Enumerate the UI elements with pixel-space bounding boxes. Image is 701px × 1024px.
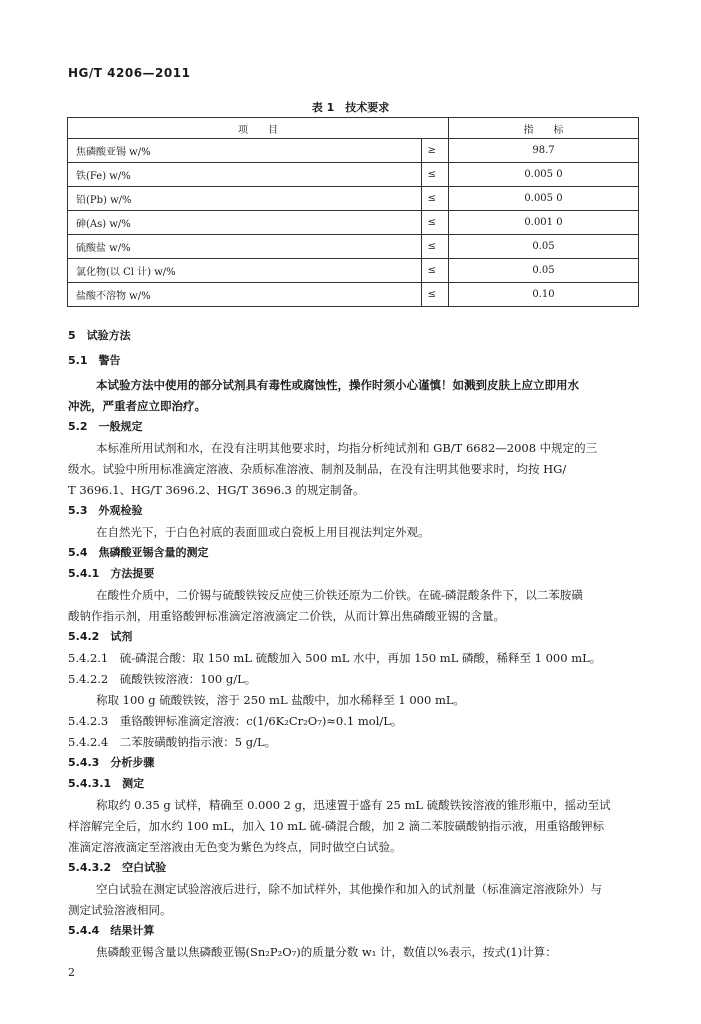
subsection-heading: 5.4.3.2 空白试验 xyxy=(68,861,167,874)
subsection-heading: 5.4.2 试剂 xyxy=(68,630,133,643)
table-row xyxy=(68,187,639,211)
table-row xyxy=(68,211,639,235)
table-cell-relation: ≤ xyxy=(422,163,449,187)
body-text: 样溶解完全后，加水约 100 mL，加入 10 mL 硫-磷混合酸，加 2 滴二苯胺磺酸钠指示液，用重铬酸钾标 xyxy=(68,819,604,833)
body-text: 准滴定溶液滴定至溶液由无色变为紫色为终点，同时做空白试验。 xyxy=(68,840,402,854)
subsection-heading: 5.4 焦磷酸亚锡含量的测定 xyxy=(68,546,209,559)
table-cell-value: 0.05 xyxy=(449,235,639,259)
body-text: T 3696.1、HG/T 3696.2、HG/T 3696.3 的规定制备。 xyxy=(68,483,365,497)
table-cell-relation: ≤ xyxy=(422,211,449,235)
subsection-heading: 5.4.1 方法提要 xyxy=(68,567,155,580)
table-header-row xyxy=(68,118,639,139)
table-cell-item: 硫酸盐 w/% xyxy=(68,235,422,259)
table-cell-relation: ≤ xyxy=(422,283,449,307)
warning-text: 本试验方法中使用的部分试剂具有毒性或腐蚀性，操作时须小心谨慎！如溅到皮肤上应立即用水 xyxy=(96,378,579,392)
subsection-heading: 5.3 外观检验 xyxy=(68,504,143,517)
body-text: 称取约 0.35 g 试样，精确至 0.000 2 g，迅速置于盛有 25 mL 硫酸铁铵溶液的锥形瓶中，摇动至试 xyxy=(96,798,611,812)
table-cell-value: 0.10 xyxy=(449,283,639,307)
table-row xyxy=(68,283,639,307)
body-text: 测定试验溶液相同。 xyxy=(68,903,172,917)
table-cell-value: 0.005 0 xyxy=(449,163,639,187)
body-text: 酸钠作指示剂，用重铬酸钾标准滴定溶液滴定二价铁，从而计算出焦磷酸亚锡的含量。 xyxy=(68,609,505,623)
table-row xyxy=(68,235,639,259)
table-cell-item: 盐酸不溶物 w/% xyxy=(68,283,422,307)
subsection-heading: 5.2 一般规定 xyxy=(68,420,143,433)
standard-code: HG/T 4206—2011 xyxy=(68,66,191,80)
table-cell-relation: ≤ xyxy=(422,235,449,259)
table-row xyxy=(68,163,639,187)
body-text: 在酸性介质中，二价锡与硫酸铁铵反应使三价铁还原为二价铁。在硫-磷混酸条件下，以二苯胺磺 xyxy=(96,588,583,602)
table-cell-relation: ≤ xyxy=(422,259,449,283)
table-cell-value: 0.05 xyxy=(449,259,639,283)
reagent-item: 5.4.2.4 二苯胺磺酸钠指示液：5 g/L。 xyxy=(68,735,277,749)
table-cell-item: 铅(Pb) w/% xyxy=(68,187,422,211)
table-row xyxy=(68,259,639,283)
body-text: 级水。试验中所用标准滴定溶液、杂质标准溶液、制剂及制品，在没有注明其他要求时，均按 HG/ xyxy=(68,462,567,476)
table-header-item: 项 目 xyxy=(68,118,449,139)
warning-text: 冲洗，严重者应立即治疗。 xyxy=(68,399,206,413)
table-cell-item: 铁(Fe) w/% xyxy=(68,163,422,187)
body-text: 在自然光下，于白色衬底的表面皿或白瓷板上用目视法判定外观。 xyxy=(96,525,430,539)
section-heading: 5 试验方法 xyxy=(68,329,131,342)
table-row xyxy=(68,139,639,163)
table-cell-item: 氯化物(以 Cl 计) w/% xyxy=(68,259,422,283)
table-header-spec: 指 标 xyxy=(449,118,639,139)
requirements-table xyxy=(67,117,639,307)
subsection-heading: 5.4.3.1 测定 xyxy=(68,777,145,790)
table-cell-relation: ≤ xyxy=(422,187,449,211)
body-text: 焦磷酸亚锡含量以焦磷酸亚锡(Sn₂P₂O₇)的质量分数 w₁ 计，数值以%表示，按式(1)计算： xyxy=(96,945,557,959)
body-text: 空白试验在测定试验溶液后进行，除不加试样外，其他操作和加入的试剂量（标准滴定溶液除外）与 xyxy=(96,882,602,896)
reagent-item: 5.4.2.3 重铬酸钾标准滴定溶液：c(1/6K₂Cr₂O₇)≈0.1 mol/L。 xyxy=(68,714,403,728)
table-cell-relation: ≥ xyxy=(422,139,449,163)
table-cell-item: 砷(As) w/% xyxy=(68,211,422,235)
table-cell-item: 焦磷酸亚锡 w/% xyxy=(68,139,422,163)
table-cell-value: 0.001 0 xyxy=(449,211,639,235)
table-caption: 表 1 技术要求 xyxy=(311,101,390,114)
body-text: 本标准所用试剂和水，在没有注明其他要求时，均指分析纯试剂和 GB/T 6682—2008 中规定的三 xyxy=(96,441,598,455)
subsection-heading: 5.4.3 分析步骤 xyxy=(68,756,155,769)
subsection-heading: 5.1 警告 xyxy=(68,354,121,367)
page-number: 2 xyxy=(68,966,75,979)
reagent-item: 5.4.2.1 硫-磷混合酸：取 150 mL 硫酸加入 500 mL 水中，再加 150 mL 磷酸，稀释至 1 000 mL。 xyxy=(68,651,602,665)
reagent-item: 5.4.2.2 硫酸铁铵溶液：100 g/L。 xyxy=(68,672,257,686)
table-cell-value: 0.005 0 xyxy=(449,187,639,211)
body-text: 称取 100 g 硫酸铁铵，溶于 250 mL 盐酸中，加水稀释至 1 000 mL。 xyxy=(96,693,466,707)
table-cell-value: 98.7 xyxy=(449,139,639,163)
subsection-heading: 5.4.4 结果计算 xyxy=(68,924,155,937)
